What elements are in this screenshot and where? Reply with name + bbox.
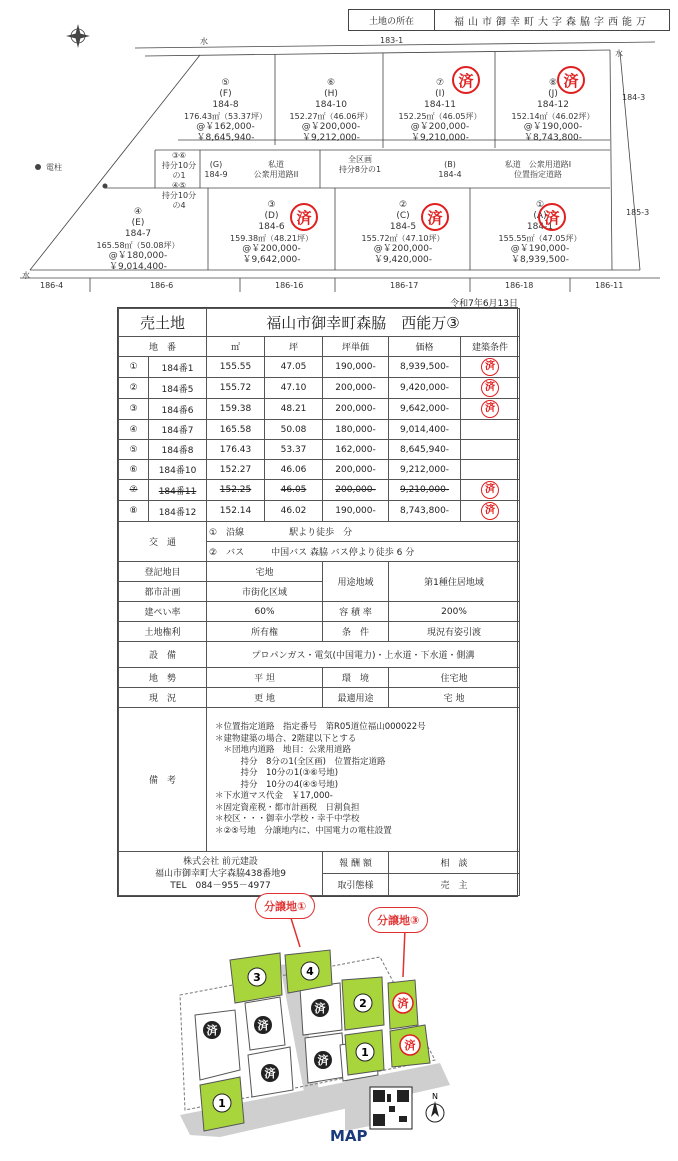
road-bottom-3: 186-16 (275, 281, 304, 290)
map-lot-4: 4 (306, 965, 314, 978)
saiteki-value: 宅 地 (389, 688, 520, 708)
sheet-title-left: 売土地 (119, 309, 207, 337)
youto-value: 第1種住居地域 (389, 562, 520, 602)
company-name: 株式会社 前元建設 (183, 856, 258, 867)
chimoku-label: 登記地目 (119, 562, 207, 582)
lot-2: ② (C) 184-5 155.72㎡（47.10坪） @￥200,000- ￥9,420,000- (361, 200, 445, 265)
setsubi-label: 設 備 (119, 642, 207, 668)
toshi-label: 都市計画 (119, 582, 207, 602)
youseki-value: 200% (389, 602, 520, 622)
road-full: 全区画 持分8分の1 (338, 155, 382, 174)
road-183-1: 183-1 (380, 36, 404, 45)
lot-8: ⑧ (J) 184-12 152.14㎡（46.02坪） @￥190,000- ￥8,743,800- (511, 78, 595, 143)
callout-lot-1: 分譲地① (255, 893, 315, 919)
genkyo-label: 現 況 (119, 688, 207, 708)
table-header: 地 番 ㎡ 坪 坪単価 価格 建築条件 (119, 337, 520, 357)
road-bottom-4: 186-17 (390, 281, 419, 290)
road-184-3: 184-3 (622, 93, 646, 102)
sold-tag: 済 (481, 481, 499, 499)
sold-tag: 済 (481, 379, 499, 397)
road-g-label: 私道 公衆用道路II (253, 160, 299, 179)
lot-3: ③ (D) 184-6 159.38㎡（48.21坪） @￥200,000- ￥9,642,000- (230, 200, 313, 265)
company-address: 福山市御幸町大字森脇438番地9 (155, 868, 286, 879)
pole-label: 電柱 (46, 163, 62, 172)
fee-label: 報 酬 額 (323, 852, 389, 874)
map-lot-sold: 済 (317, 1054, 329, 1067)
road-b-label: 私道 公衆用道路I 位置指定道路 (504, 160, 572, 179)
kenri-value: 所有権 (207, 622, 323, 642)
mode-label: 取引態様 (323, 874, 389, 896)
sold-tag: 済 (481, 358, 499, 376)
sold-mark-8: 済 (557, 66, 585, 94)
lot-1: ① (A) 184-1 155.55㎡（47.05坪） @￥190,000- ￥8,939,500- (498, 200, 582, 265)
map-lot-sold-red: 済 (404, 1039, 416, 1052)
road-bottom-1: 186-4 (40, 281, 64, 290)
location-box (348, 9, 670, 31)
road-185-3: 185-3 (626, 208, 650, 217)
map-lot-1: 1 (361, 1046, 369, 1059)
chisei-value: 平 坦 (207, 668, 323, 688)
remarks: ＊位置指定道路 指定番号 第R05道位福山000022号 ＊建物建築の場合、2階建以下とする ＊団地内道路 地目：公衆用道路 持分 8分の1(全区画) 位置指定道路 持分 10分の1(③⑥号地) 持分 10分の4(④⑤号地) ＊下水道マス代金 ￥17,000- ＊固定資産税・都市計画税 日割負担 ＊校区・・・御幸小学校・幸千中学校 ＊②⑤号地 分譲地内に、中国電力の電柱設置 (207, 708, 520, 852)
jouken-value: 現況有姿引渡 (389, 622, 520, 642)
road-bottom-2: 186-6 (150, 281, 174, 290)
pole-icon (35, 164, 41, 170)
kenpei-value: 60% (207, 602, 323, 622)
sold-tag: 済 (481, 502, 499, 520)
table-row: ① 184番1 155.55 47.05 190,000- 8,939,500- 済 (119, 357, 520, 378)
table-row: ⑦ 184番11 152.25 46.05 200,000- 9,210,000- 済 (119, 480, 520, 501)
kankyo-value: 住宅地 (389, 668, 520, 688)
location-value: 福山市御幸町大字森脇字西能万 (454, 16, 650, 28)
youto-label: 用途地域 (323, 562, 389, 602)
water-right: 水 (615, 49, 623, 58)
traffic-2: ② バス 中国バス 森脇 バス停より徒歩 6 分 (207, 542, 520, 562)
table-row: ③ 184番6 159.38 48.21 200,000- 9,642,000- 済 (119, 399, 520, 420)
map-lot-3: 3 (253, 971, 261, 984)
callout-lot-3: 分譲地③ (368, 907, 428, 933)
setsubi-value: プロパンガス・電気(中国電力)・上水道・下水道・側溝 (207, 642, 520, 668)
traffic-label: 交 通 (119, 522, 207, 562)
road-b: (B) 184-4 (438, 160, 462, 179)
road-bottom-6: 186-11 (595, 281, 624, 290)
genkyo-value: 更 地 (207, 688, 323, 708)
qr-code-icon (370, 1087, 412, 1129)
sold-tag: 済 (481, 400, 499, 418)
sold-mark-1: 済 (538, 203, 566, 231)
fee-value: 相 談 (389, 852, 520, 874)
site-plan (0, 0, 678, 300)
saiteki-label: 最適用途 (323, 688, 389, 708)
area-map (160, 885, 460, 1155)
table-row: ⑧ 184番12 152.14 46.02 190,000- 8,743,800- 済 (119, 501, 520, 522)
toshi-value: 市街化区域 (207, 582, 323, 602)
sheet-title-right: 福山市御幸町森脇 西能万③ (207, 309, 520, 337)
youseki-label: 容 積 率 (323, 602, 389, 622)
north-arrow-icon (426, 1092, 444, 1122)
lot-6: ⑥ (H) 184-10 152.27㎡（46.06坪） @￥200,000- ￥9,212,000- (289, 78, 373, 143)
table-row: ⑥ 184番10 152.27 46.06 200,000- 9,212,000- (119, 460, 520, 480)
jouken-label: 条 件 (323, 622, 389, 642)
sold-mark-2: 済 (421, 203, 449, 231)
lot-4: ④ (E) 184-7 165.58㎡（50.08坪） @￥180,000- ￥9,014,400- (96, 207, 180, 272)
map-lot-2: 2 (359, 997, 367, 1010)
company-tel: TEL 084－955－4977 (170, 880, 271, 891)
map-lot-sold-red: 済 (397, 997, 409, 1010)
map-title: MAP (330, 1127, 368, 1145)
remarks-label: 備 考 (119, 708, 207, 852)
map-lot-sold: 済 (314, 1002, 326, 1015)
table-row: ② 184番5 155.72 47.10 200,000- 9,420,000- 済 (119, 378, 520, 399)
road-bottom-5: 186-18 (505, 281, 534, 290)
road-g: (G) 184-9 (204, 160, 228, 179)
table-row: ④ 184番7 165.58 50.08 180,000- 9,014,400- (119, 420, 520, 440)
svg-text:N: N (432, 1092, 438, 1101)
location-label: 土地の所在 (349, 10, 435, 30)
traffic-1: ① 沿線 駅より徒歩 分 (207, 522, 520, 542)
kenri-label: 土地権利 (119, 622, 207, 642)
lot-7: ⑦ (I) 184-11 152.25㎡（46.05坪） @￥200,000- ￥9,210,000- (398, 78, 482, 143)
kenpei-label: 建ぺい率 (119, 602, 207, 622)
map-lot-sold: 済 (257, 1019, 269, 1032)
road-fraction: ③⑥ 持分10分の1 ④⑤ 持分10分の4 (161, 151, 197, 210)
sold-mark-7: 済 (452, 66, 480, 94)
chimoku-value: 宅地 (207, 562, 323, 582)
table-row: ⑤ 184番8 176.43 53.37 162,000- 8,645,940- (119, 440, 520, 460)
map-lot-sold: 済 (206, 1024, 218, 1037)
water-top: 水 (200, 37, 208, 46)
lot-5: ⑤ (F) 184-8 176.43㎡（53.37坪） @￥162,000- ￥8,645,940- (184, 78, 267, 143)
document-date: 令和7年6月13日 (450, 299, 518, 309)
property-sheet (117, 307, 518, 897)
kankyo-label: 環 境 (323, 668, 389, 688)
map-lot-1b: 1 (218, 1097, 226, 1110)
water-left: 水 (22, 271, 30, 280)
map-lot-sold: 済 (264, 1067, 276, 1080)
mode-value: 売 主 (389, 874, 520, 896)
sold-mark-3: 済 (290, 203, 318, 231)
chisei-label: 地 勢 (119, 668, 207, 688)
compass-icon (66, 24, 90, 48)
